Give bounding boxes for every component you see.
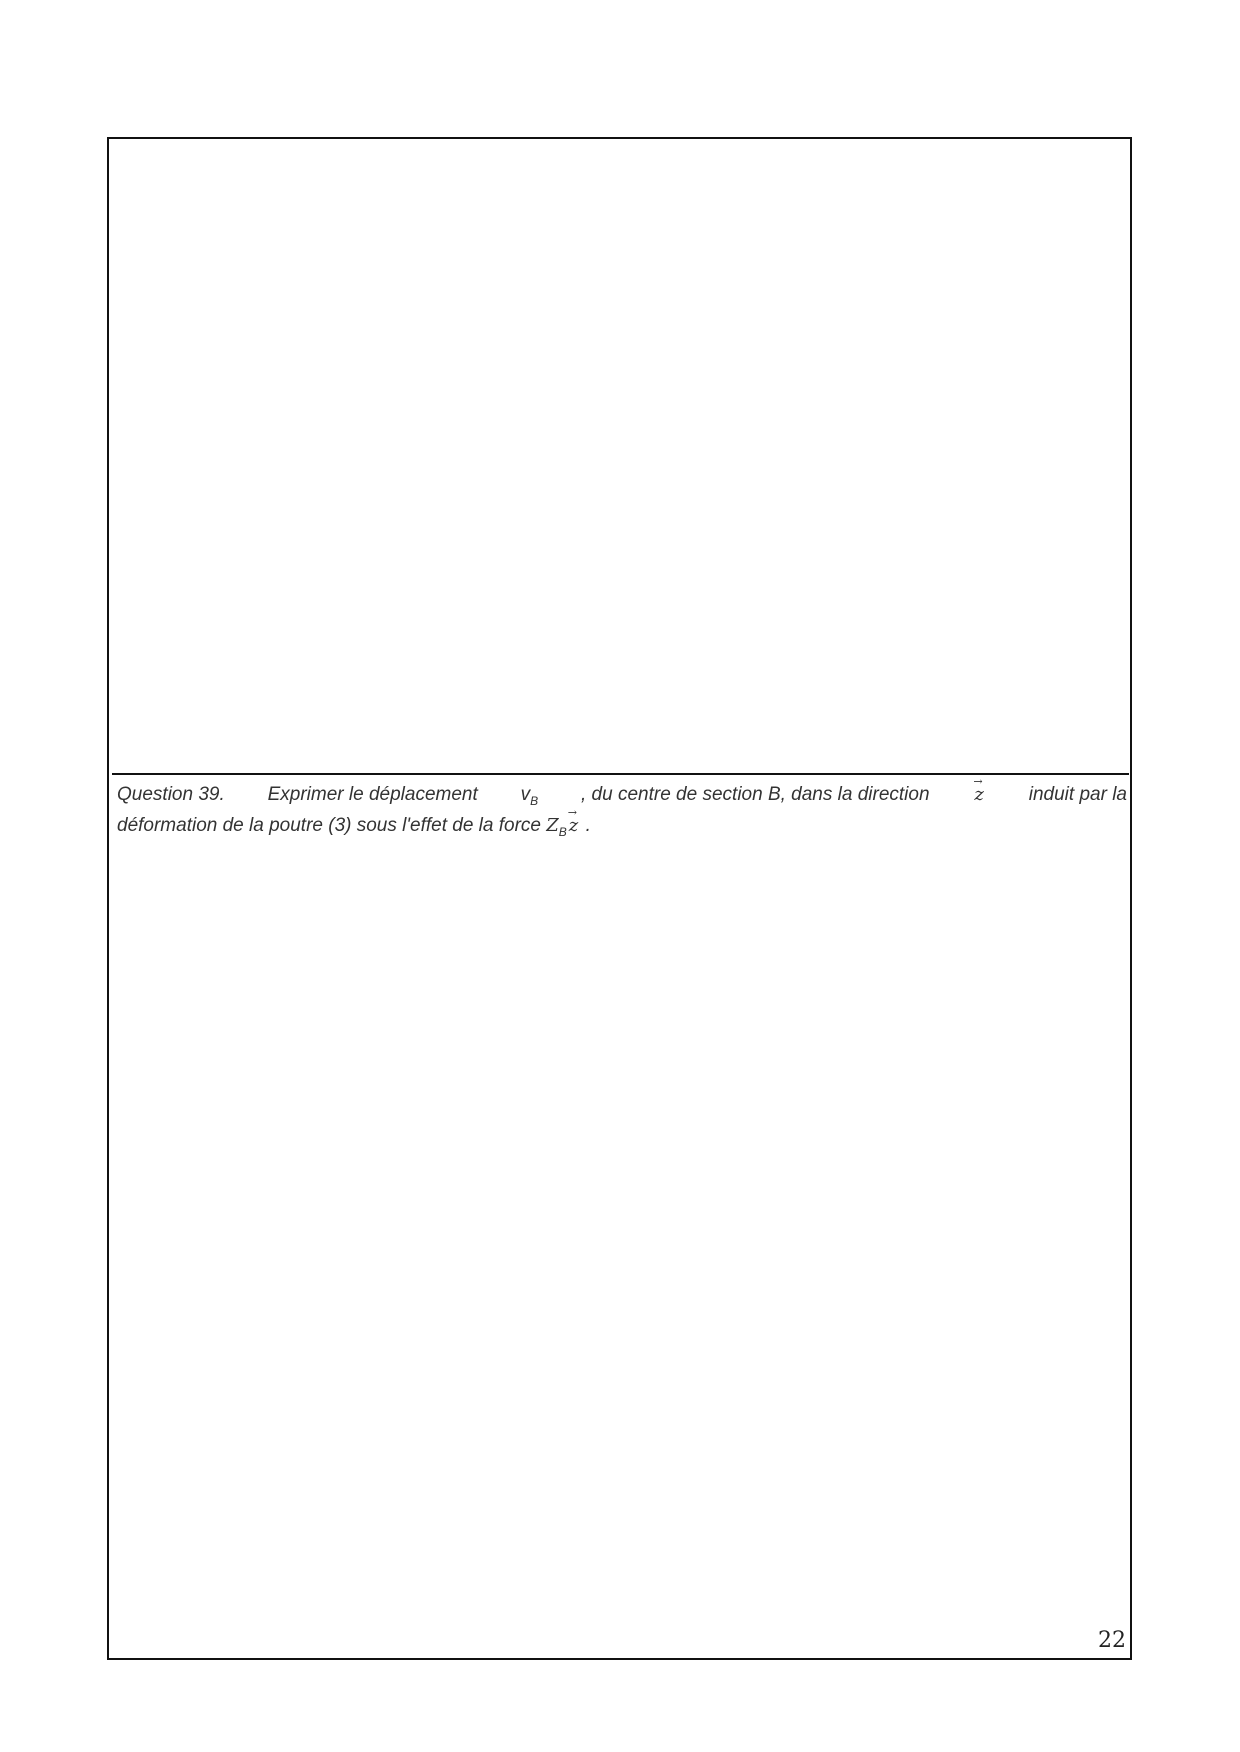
- force-symbol: $Z_B\to z$: [546, 815, 580, 836]
- question-text-d: déformation de la poutre (3) sous l'effet de la force: [117, 815, 547, 836]
- question-number: Question 39.: [117, 784, 225, 805]
- question-line-1: [117, 780, 1127, 811]
- question-text-end: .: [585, 815, 591, 836]
- force-subscript: B: [558, 825, 567, 839]
- displacement-subscript: B: [530, 794, 539, 808]
- displacement-symbol: $v_B$: [520, 784, 539, 808]
- page-number: 22: [1098, 1628, 1126, 1653]
- force-vector-symbol: → z: [567, 811, 580, 841]
- question-text-c: induit par la: [1028, 784, 1127, 805]
- question-block: [117, 780, 1127, 842]
- z-vector-symbol: → z: [972, 780, 985, 811]
- question-text-b: , du centre de section B, dans la direction: [581, 784, 930, 805]
- question-line-2: [117, 811, 1127, 842]
- question-text-a: Exprimer le déplacement: [267, 784, 478, 805]
- answer-frame: [107, 137, 1132, 1660]
